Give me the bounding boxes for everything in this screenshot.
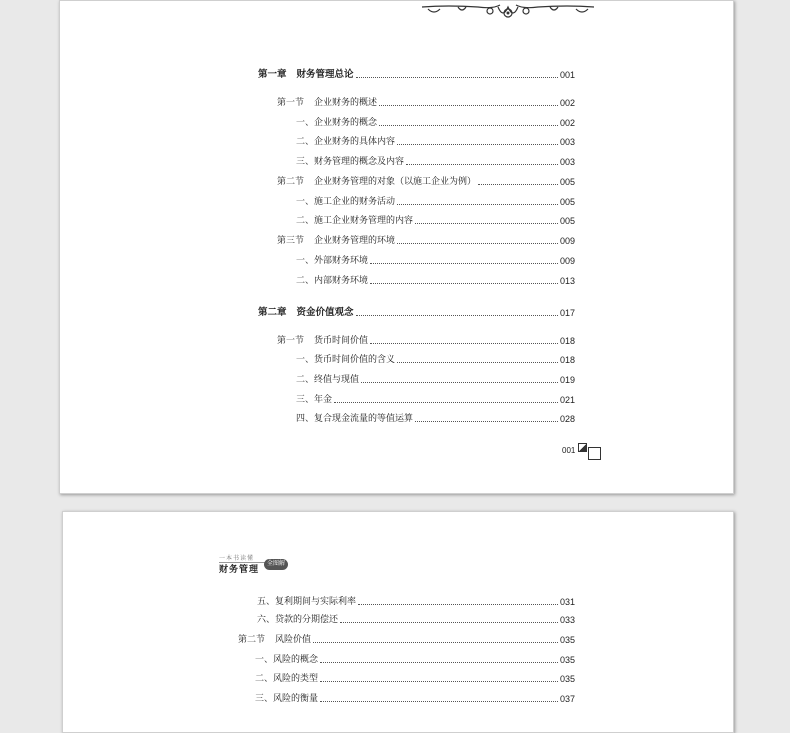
toc-entry-title (296, 394, 332, 406)
toc-entry (258, 69, 575, 81)
toc-entry-page: 018 (559, 355, 575, 365)
toc-entry-title (296, 136, 395, 148)
toc-entry-text: 二、施工企业财务管理的内容 (296, 216, 414, 226)
toc-entry-label: 第一章 (258, 69, 287, 80)
dot-leader (478, 184, 558, 185)
toc-entry (255, 673, 575, 685)
dot-leader (397, 204, 558, 205)
toc-entry (296, 374, 575, 386)
dot-leader (320, 662, 558, 663)
toc-entry-page: 035 (559, 674, 575, 684)
toc-entry (255, 654, 575, 666)
toc-entry-title (255, 654, 318, 666)
toc-entry (296, 394, 575, 406)
toc-entry-text: 三、风险的衡量 (255, 694, 319, 704)
toc-entry-text: 三、财务管理的概念及内容 (296, 157, 405, 167)
toc-entry (296, 215, 575, 227)
toc-entry-title (296, 215, 413, 227)
dot-leader (313, 642, 558, 643)
toc-entry-title (277, 97, 377, 109)
toc-entry-title (296, 374, 359, 386)
dot-leader (356, 77, 558, 78)
toc-entry-title (238, 634, 311, 646)
toc-entry-page: 031 (559, 597, 575, 607)
toc-entry-text: 二、风险的类型 (255, 674, 319, 684)
dot-leader (370, 283, 558, 284)
toc-entry-page: 003 (559, 157, 575, 167)
dot-leader (358, 604, 558, 605)
toc-entry-text: 三、年金 (296, 395, 333, 405)
toc-entry-text: 财务管理总论 (296, 69, 354, 80)
toc-page-1 (59, 0, 734, 494)
dot-leader (379, 105, 558, 106)
toc-entry-page: 035 (559, 635, 575, 645)
toc-entry-page: 017 (559, 308, 575, 318)
toc-entry (296, 136, 575, 148)
toc-entry (296, 117, 575, 129)
toc-entry (296, 255, 575, 267)
dot-leader (379, 125, 558, 126)
toc-entry-label: 第一节 (277, 336, 305, 346)
dot-leader (415, 421, 558, 422)
toc-entry-page: 021 (559, 395, 575, 405)
toc-entry-page: 035 (559, 655, 575, 665)
dot-leader (361, 382, 558, 383)
toc-entry-page: 019 (559, 375, 575, 385)
ornament-divider-icon (418, 1, 598, 21)
toc-page-2 (62, 511, 734, 733)
toc-entry-text: 风险价值 (275, 635, 312, 645)
toc-entry-text: 一、风险的概念 (255, 655, 319, 665)
toc-entry-label: 第二章 (258, 307, 287, 318)
toc-entry (277, 335, 575, 347)
toc-entry-title (296, 413, 413, 425)
toc-entry-page: 003 (559, 137, 575, 147)
dot-leader (370, 343, 558, 344)
toc-entry-text: 四、复合现金流量的等值运算 (296, 414, 414, 424)
toc-entry-text: 二、终值与现值 (296, 375, 360, 385)
toc-entry-title (296, 275, 368, 287)
toc-entry-text: 一、施工企业的财务活动 (296, 197, 396, 207)
toc-entry (257, 596, 575, 608)
dot-leader (320, 701, 558, 702)
dot-leader (320, 681, 558, 682)
toc-entry (257, 614, 575, 626)
toc-entry (296, 413, 575, 425)
toc-entry-title (257, 596, 356, 608)
toc-entry-page: 033 (559, 615, 575, 625)
toc-entry (258, 307, 575, 319)
dot-leader (397, 144, 558, 145)
toc-entry-text: 企业财务的概述 (314, 98, 378, 108)
toc-entry-text: 一、企业财务的概念 (296, 118, 378, 128)
toc-entry-title (296, 117, 377, 129)
toc-entry-label: 第二节 (238, 635, 266, 645)
dot-leader (340, 622, 558, 623)
toc-entry-page: 013 (559, 276, 575, 286)
toc-entry-page: 037 (559, 694, 575, 704)
toc-entry-label: 第二节 (277, 177, 305, 187)
dot-leader (397, 243, 558, 244)
toc-entry (277, 176, 575, 188)
toc-entry-title (258, 307, 354, 319)
toc-entry-title (255, 693, 318, 705)
toc-entry-page: 002 (559, 98, 575, 108)
toc-entry-title (255, 673, 318, 685)
series-top-text: 一本书读懂 (219, 553, 269, 563)
toc-entry-text: 资金价值观念 (296, 307, 354, 318)
toc-entry-page: 005 (559, 177, 575, 187)
toc-entry (277, 235, 575, 247)
toc-entry-title (277, 235, 395, 247)
toc-entry (255, 693, 575, 705)
toc-entry-label: 第三节 (277, 236, 305, 246)
toc-entry-page: 005 (559, 216, 575, 226)
toc-entry-text: 一、货币时间价值的含义 (296, 355, 396, 365)
page-number: 001 (562, 446, 576, 455)
series-title: 财务管理 (219, 564, 260, 574)
series-logo (217, 553, 307, 577)
toc-entry-text: 企业财务管理的环境 (314, 236, 396, 246)
toc-entry (296, 156, 575, 168)
toc-entry-title (277, 176, 476, 188)
toc-entry-title (296, 354, 395, 366)
toc-entry-page: 028 (559, 414, 575, 424)
toc-entry (238, 634, 575, 646)
dot-leader (334, 402, 558, 403)
toc-entry-label: 第一节 (277, 98, 305, 108)
toc-entry-text: 二、企业财务的具体内容 (296, 137, 396, 147)
toc-entry-text: 货币时间价值 (314, 336, 369, 346)
toc-entry (296, 196, 575, 208)
toc-entry-title (258, 69, 354, 81)
square-mark-icon (588, 447, 601, 460)
toc-entry (277, 97, 575, 109)
toc-entry-page: 005 (559, 197, 575, 207)
dot-leader (397, 362, 558, 363)
toc-entry-page: 018 (559, 336, 575, 346)
dot-leader (356, 315, 558, 316)
dot-leader (406, 164, 558, 165)
toc-entry-page: 009 (559, 256, 575, 266)
toc-entry-page: 009 (559, 236, 575, 246)
toc-entry-text: 二、内部财务环境 (296, 276, 369, 286)
toc-entry-page: 002 (559, 118, 575, 128)
corner-mark-icon (578, 443, 587, 452)
toc-entry (296, 275, 575, 287)
toc-entry (296, 354, 575, 366)
toc-entry-title (296, 255, 368, 267)
toc-entry-text: 五、复利期间与实际利率 (257, 597, 357, 607)
toc-entry-title (257, 614, 338, 626)
toc-entry-page: 001 (559, 70, 575, 80)
toc-entry-title (277, 335, 368, 347)
dot-leader (370, 263, 558, 264)
toc-entry-text: 一、外部财务环境 (296, 256, 369, 266)
toc-entry-text: 六、贷款的分期偿还 (257, 615, 339, 625)
toc-entry-title (296, 196, 395, 208)
dot-leader (415, 223, 558, 224)
toc-entry-title (296, 156, 404, 168)
toc-entry-text: 企业财务管理的对象（以施工企业为例） (314, 177, 477, 187)
series-badge: 全图解 (264, 559, 288, 570)
